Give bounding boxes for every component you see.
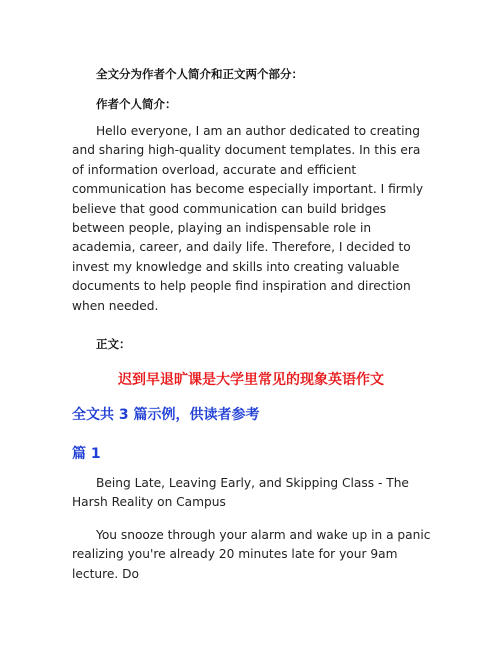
author-heading: 作者个人简介：: [96, 97, 177, 111]
section-heading: 篇 1: [72, 446, 101, 462]
examples-note: 全文共 3 篇示例，供读者参考: [72, 407, 260, 423]
intro-line: 全文分为作者个人简介和正文两个部分：: [96, 67, 303, 81]
essay-body-paragraph: You snooze through your alarm and wake up in a panic realizing you're already 20 minutes late for your 9am lecture. Do: [72, 528, 431, 581]
author-bio-paragraph: Hello everyone, I am an author dedicated to creating and sharing high-quality document templates. In this era of information overload, accurate and efficient communication has become especially important. I firmly believe that good communication can build bridges between people, playing an indispensable role in academia, career, and daily life. Therefore, I decided to invest my knowledge and skills into creating valuable documents to help people find inspiration and direction when needed.: [72, 124, 424, 313]
document-title: 迟到早退旷课是大学里常见的现象英语作文: [118, 372, 384, 388]
essay-title-paragraph: Being Late, Leaving Early, and Skipping Class - The Harsh Reality on Campus: [72, 476, 409, 510]
main-heading: 正文：: [96, 337, 131, 351]
